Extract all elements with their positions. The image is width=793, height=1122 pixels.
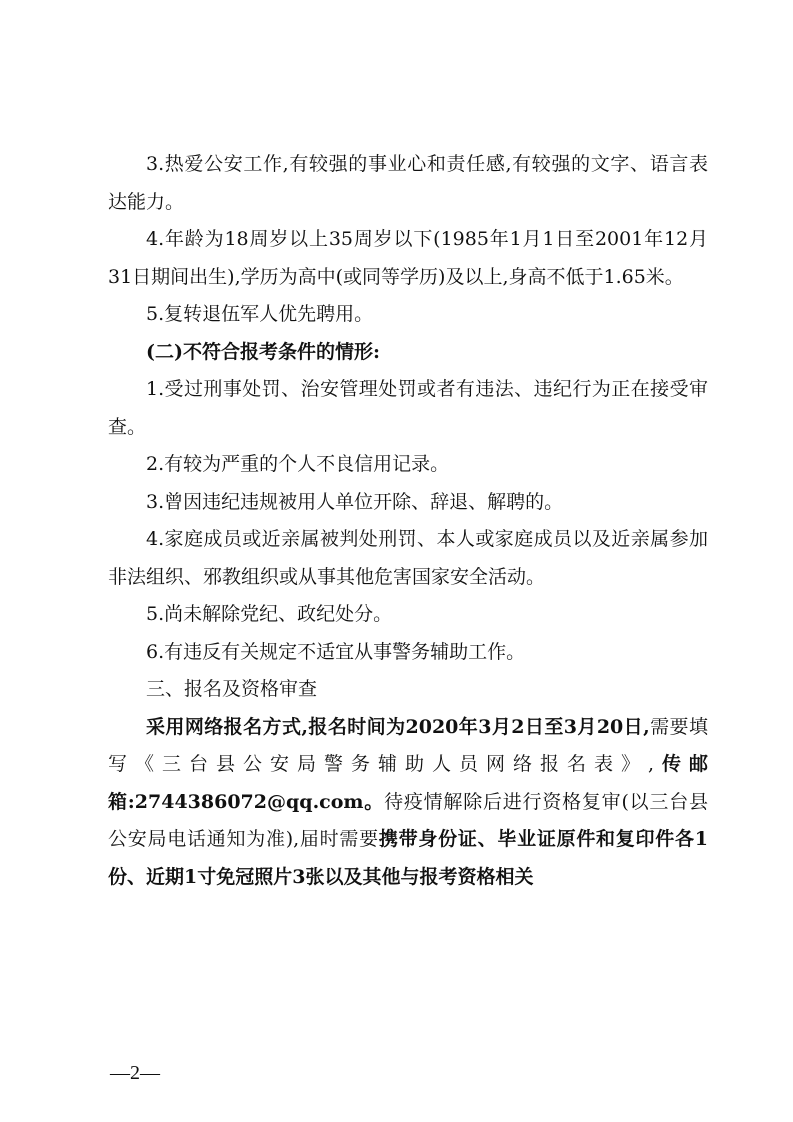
review-notice-text: 待疫情解除后进行资格复审(以三台县公安局电话通知为准),届时需要 (108, 790, 708, 850)
ineligible-item-6: 6.有违反有关规定不适宜从事警务辅助工作。 (146, 640, 526, 663)
registration-paragraph (108, 709, 708, 897)
registration-time-text: 采用网络报名方式,报名时间为2020年3月2日至3月20日, (146, 715, 650, 738)
subheading-ineligible: (二)不符合报考条件的情形: (146, 340, 380, 363)
registration-form-text: 需要填写《三台县公安局警务辅助人员网络报名表》, (108, 715, 708, 775)
required-documents-text: 携带身份证、毕业证原件和复印件各1份、近期1寸免冠照片3张以及其他与报考资格相关 (108, 828, 708, 888)
section-title-registration: 三、报名及资格审查 (146, 678, 318, 700)
ineligible-item-5: 5.尚未解除党纪、政纪处分。 (146, 603, 393, 625)
paragraph-4: 4.年龄为18周岁以上35周岁以下(1985年1月1日至2001年12月31日期间出生),学历为高中(或同等学历)及以上,身高不低于1.65米。 (108, 228, 708, 288)
registration-email-text: 传邮箱:2744386072@qq.com。 (108, 753, 708, 813)
ineligible-item-3: 3.曾因违纪违规被用人单位开除、辞退、解聘的。 (146, 490, 564, 513)
document-body (108, 146, 708, 896)
page-number: —2— (110, 1062, 160, 1084)
ineligible-item-4: 4.家庭成员或近亲属被判处刑罚、本人或家庭成员以及近亲属参加非法组织、邪教组织或从事其他危害国家安全活动。 (108, 528, 708, 588)
paragraph-3: 3.热爱公安工作,有较强的事业心和责任感,有较强的文字、语言表达能力。 (108, 153, 708, 213)
paragraph-5: 5.复转退伍军人优先聘用。 (146, 303, 374, 325)
ineligible-item-1: 1.受过刑事处罚、治安管理处罚或者有违法、违纪行为正在接受审查。 (108, 378, 708, 438)
ineligible-item-2: 2.有较为严重的个人不良信用记录。 (146, 453, 450, 475)
